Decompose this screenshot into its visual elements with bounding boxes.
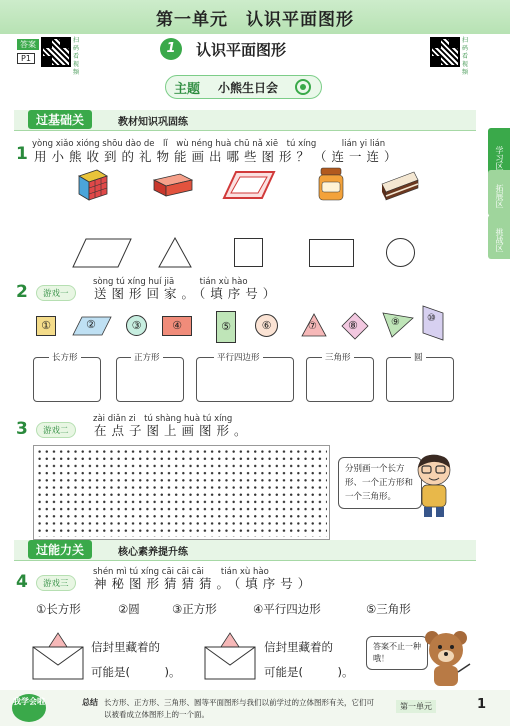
q1-pinyin: yòng xiǎo xióng shōu dào de lǐ wù néng huà chū nǎ xiē tú xíng lián yi lián xyxy=(32,139,386,149)
outline-triangle[interactable] xyxy=(158,237,192,268)
boy-character xyxy=(412,452,456,518)
gift-picture-frame[interactable] xyxy=(222,170,276,200)
gift-jam-jar[interactable] xyxy=(316,166,346,202)
theme-label: 主题 xyxy=(174,82,201,97)
item-5-rectangle[interactable]: ⑤ xyxy=(216,311,236,343)
q2-text: 送图形回家。（填序号） xyxy=(94,286,281,301)
category-label-circle: 圆 xyxy=(411,351,426,363)
dot-grid[interactable] xyxy=(33,445,330,540)
outline-rectangle[interactable] xyxy=(309,239,354,267)
category-box-parallelogram[interactable] xyxy=(196,357,294,402)
gift-cake-slice[interactable] xyxy=(380,170,420,202)
category-label-rectangle: 长方形 xyxy=(49,351,81,363)
category-box-square[interactable] xyxy=(116,357,184,402)
category-label-parallelogram: 平行四边形 xyxy=(214,351,263,363)
q4-option-5: ⑤三角形 xyxy=(366,602,411,616)
dot-grid-dots xyxy=(36,448,327,537)
q4-option-2: ②圆 xyxy=(118,602,140,616)
q1-number: 1 xyxy=(16,144,28,164)
q1-text: 用小熊收到的礼物能画出哪些图形？（连一连） xyxy=(34,149,402,164)
qr-code-right[interactable] xyxy=(430,37,460,67)
item-1-square[interactable]: ① xyxy=(36,316,56,336)
side-tab-study[interactable]: 学习区 xyxy=(488,128,510,182)
q3-speech-bubble: 分别画一个长方形、一个正方形和一个三角形。 xyxy=(338,457,422,509)
item-10-label: ⑩ xyxy=(427,313,436,324)
outline-circle[interactable] xyxy=(386,238,415,267)
side-tab-extend[interactable]: 拓展区 xyxy=(488,170,510,216)
q3-number: 3 xyxy=(16,419,28,439)
page-tag: P1 xyxy=(17,53,35,64)
q2-number: 2 xyxy=(16,282,28,302)
item-8-label: ⑧ xyxy=(348,319,358,332)
theme-text: 小熊生日会 xyxy=(218,81,279,95)
category-label-square: 正方形 xyxy=(131,351,163,363)
gift-red-box[interactable] xyxy=(150,172,194,198)
q4-number: 4 xyxy=(16,572,28,592)
section-ability-subtitle: 核心素养提升练 xyxy=(118,547,188,558)
bear-character xyxy=(420,628,472,688)
q4-pinyin: shén mì tú xíng cāi cāi cāi tián xù hào xyxy=(93,567,269,577)
envelope-1-icon xyxy=(31,631,85,681)
section-basic-subtitle: 教材知识巩固练 xyxy=(118,117,188,128)
item-9-label: ⑨ xyxy=(391,317,400,328)
item-2-label: ② xyxy=(86,318,96,331)
envelope-1-text-1: 信封里藏着的 xyxy=(91,640,160,654)
q4-option-3: ③正方形 xyxy=(172,602,217,616)
q4-option-1: ①长方形 xyxy=(36,602,81,616)
q2-pinyin: sòng tú xíng huí jiā tián xù hào xyxy=(93,277,248,287)
item-4-rectangle[interactable]: ④ xyxy=(162,316,192,336)
unit-title: 第一单元 认识平面图形 xyxy=(156,10,354,30)
envelope-2-icon xyxy=(203,631,257,681)
q3-game-badge: 游戏二 xyxy=(36,422,76,438)
qr-caption-left: 扫码看视频 xyxy=(73,37,80,76)
q3-text: 在点子图上画图形。 xyxy=(94,423,252,438)
bear-speech-bubble: 答案不止一种哦！ xyxy=(366,636,428,670)
lesson-number: 1 xyxy=(160,38,182,60)
footer-page-number: 1 xyxy=(477,697,487,712)
item-3-circle[interactable]: ③ xyxy=(126,315,147,336)
lesson-title: 认识平面图形 xyxy=(196,41,287,59)
answer-tag: 答案 xyxy=(17,39,39,50)
section-ability-title: 过能力关 xyxy=(28,540,92,559)
item-6-circle[interactable]: ⑥ xyxy=(255,314,278,337)
qr-code-left[interactable] xyxy=(41,37,71,67)
category-box-circle[interactable] xyxy=(386,357,454,402)
category-box-rectangle[interactable] xyxy=(33,357,101,402)
outline-square[interactable] xyxy=(234,238,263,267)
target-icon xyxy=(294,78,312,96)
side-tab-challenge[interactable]: 挑战区 xyxy=(488,215,510,259)
q4-game-badge: 游戏三 xyxy=(36,575,76,591)
q3-pinyin: zài diǎn zi tú shàng huà tú xíng xyxy=(93,414,233,424)
outline-parallelogram[interactable] xyxy=(72,238,132,268)
category-box-triangle[interactable] xyxy=(306,357,374,402)
category-label-triangle: 三角形 xyxy=(322,351,354,363)
section-basic-title: 过基础关 xyxy=(28,110,92,129)
envelope-2-answer[interactable]: 可能是( )。 xyxy=(264,665,354,679)
footer-summary-label: 总结 xyxy=(82,698,98,707)
q2-game-badge: 游戏一 xyxy=(36,285,76,301)
q4-text: 神秘图形猜猜猜。（填序号） xyxy=(94,576,316,591)
q4-option-4: ④平行四边形 xyxy=(253,602,321,616)
envelope-1-answer[interactable]: 可能是( )。 xyxy=(91,665,181,679)
footer-summary: 长方形、正方形、三角形、圆等平面图形与我们以前学过的立体图形有关，它们可以被看成立体图形上的一个面。 xyxy=(104,698,374,719)
gift-magic-cube[interactable] xyxy=(75,166,111,202)
item-7-label: ⑦ xyxy=(308,321,317,332)
envelope-2-text-1: 信封里藏着的 xyxy=(264,640,333,654)
qr-caption-right: 扫码看视频 xyxy=(462,37,469,76)
footer-unit: 第一单元 xyxy=(396,700,436,713)
footer-badge: 我学会啦 xyxy=(12,694,46,722)
